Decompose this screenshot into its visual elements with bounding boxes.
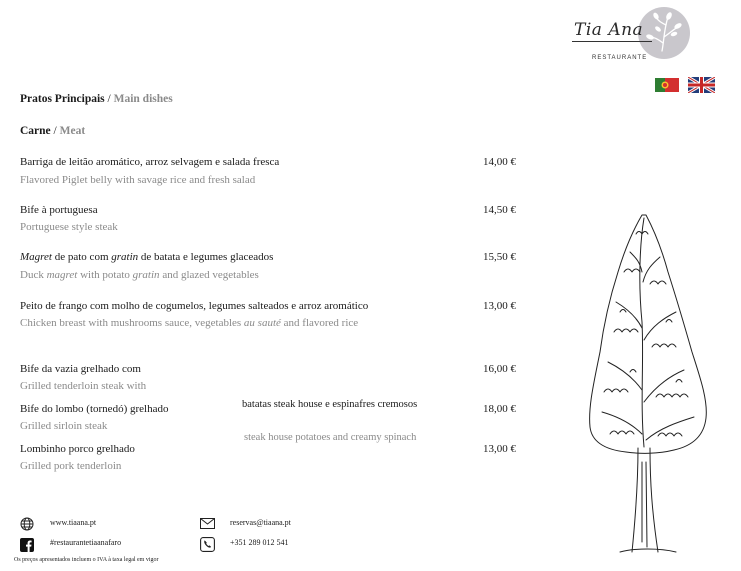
dish-name-pt: Bife à portuguesa [20, 204, 98, 216]
phone-icon [200, 537, 215, 552]
dish-name-pt: Barriga de leitão aromático, arroz selvagem e salada fresca [20, 156, 280, 168]
category-separator: / [53, 125, 57, 137]
grilled-name-en: Grilled pork tenderloin [20, 460, 122, 472]
facebook-link[interactable] [20, 538, 34, 552]
dish-price: 13,00 € [483, 300, 516, 312]
section-title-pt: Pratos Principais [20, 93, 105, 105]
email-text[interactable]: reservas@tiaana.pt [230, 518, 291, 527]
tree-illustration [580, 212, 715, 557]
grilled-name-en: Grilled tenderloin steak with [20, 380, 147, 392]
dish-name-part: with potato [77, 269, 133, 281]
facebook-text[interactable]: #restaurantetiaanafaro [50, 538, 122, 547]
category-title-en: Meat [59, 125, 86, 137]
dish-name-part: magret [46, 269, 78, 281]
dish-price: 14,00 € [483, 156, 516, 168]
uk-flag-icon [688, 77, 715, 93]
dish-name-en: Portuguese style steak [20, 221, 118, 233]
facebook-icon [20, 538, 34, 552]
dish-name-part: Duck [20, 269, 47, 281]
category-title-pt: Carne [20, 125, 51, 137]
grilled-side-en: steak house potatoes and creamy spinach [244, 432, 417, 443]
dish-name-en: Flavored Piglet belly with savage rice and fresh salad [20, 174, 256, 186]
dish-name-part: Chicken breast with mushrooms sauce, vegetables [20, 317, 244, 329]
dish-name-part: de pato com [51, 251, 112, 263]
brand-underline [572, 41, 652, 42]
dish-name-part: gratin [132, 269, 160, 281]
dish-name-part: gratin [111, 251, 139, 263]
grilled-name-en: Grilled sirloin steak [20, 420, 108, 432]
grilled-price: 16,00 € [483, 363, 516, 375]
dish-name-part: Magret [20, 251, 52, 263]
grilled-price: 18,00 € [483, 403, 516, 415]
section-heading [20, 93, 173, 105]
grilled-name-pt: Bife da vazia grelhado com [20, 363, 141, 375]
dish-name-pt [20, 251, 273, 263]
dish-name-en [20, 269, 259, 281]
dish-name-part: de batata e legumes glaceados [138, 251, 274, 263]
website-link[interactable] [20, 517, 34, 531]
dish-name-part: and flavored rice [280, 317, 359, 329]
dish-price: 14,50 € [483, 204, 516, 216]
language-en-button[interactable] [688, 77, 715, 93]
logo-circle-icon [638, 7, 690, 59]
brand-logo[interactable] [572, 6, 696, 64]
section-title-en: Main dishes [113, 93, 173, 105]
grilled-price: 13,00 € [483, 443, 516, 455]
dish-name-part: and glazed vegetables [159, 269, 259, 281]
dish-name-en [20, 317, 358, 329]
phone-link[interactable] [200, 537, 215, 552]
globe-icon [20, 517, 34, 531]
section-separator: / [107, 93, 111, 105]
dish-price: 15,50 € [483, 251, 516, 263]
grilled-name-pt: Bife do lombo (tornedó) grelhado [20, 403, 169, 415]
portugal-flag-icon [655, 78, 679, 92]
vat-note: Os preços apresentados incluem o IVA à taxa legal em vigor [14, 557, 159, 563]
dish-name-pt: Peito de frango com molho de cogumelos, legumes salteados e arroz aromático [20, 300, 369, 312]
email-link[interactable] [200, 518, 215, 529]
brand-tagline: RESTAURANTE [592, 55, 648, 61]
envelope-icon [200, 518, 215, 529]
website-text[interactable]: www.tiaana.pt [50, 518, 97, 527]
dish-name-part: au sauté [243, 317, 281, 329]
grilled-side-pt: batatas steak house e espinafres cremosos [242, 399, 418, 410]
phone-text[interactable]: +351 289 012 541 [230, 538, 289, 547]
grilled-name-pt: Lombinho porco grelhado [20, 443, 135, 455]
language-pt-button[interactable] [655, 78, 679, 92]
brand-name: Tia Ana [574, 20, 644, 40]
category-heading [20, 125, 85, 137]
